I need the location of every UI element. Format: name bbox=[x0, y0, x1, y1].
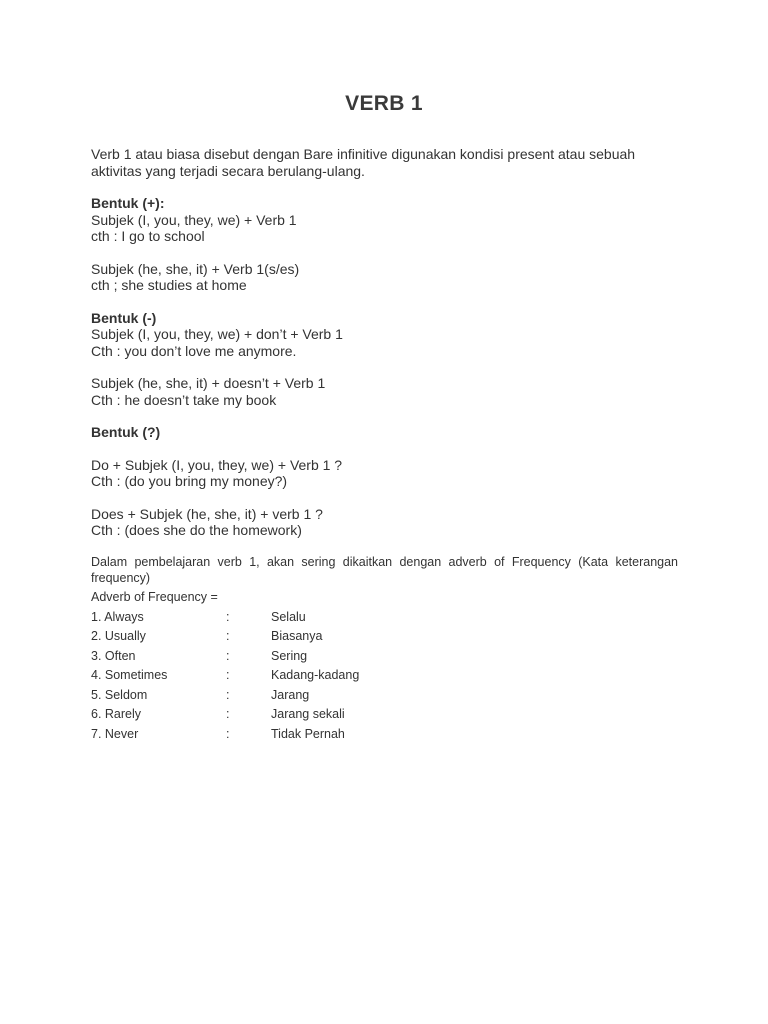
frequency-separator: : bbox=[226, 629, 230, 643]
frequency-english: 2. Usually bbox=[91, 629, 146, 643]
frequency-indonesian: Jarang bbox=[271, 687, 310, 702]
frequency-indonesian: Sering bbox=[271, 648, 308, 663]
frequency-english: 3. Often bbox=[91, 648, 136, 663]
negative-pattern-1: Subjek (I, you, they, we) + don’t + Verb 1 bbox=[91, 326, 343, 342]
frequency-indonesian: Kadang-kadang bbox=[271, 668, 360, 682]
positive-example-2: cth ; she studies at home bbox=[91, 277, 247, 293]
frequency-row bbox=[91, 649, 678, 669]
frequency-row bbox=[91, 610, 678, 630]
negative-pattern-2: Subjek (he, she, it) + doesn’t + Verb 1 bbox=[91, 375, 326, 391]
negative-example-1: Cth : you don’t love me anymore. bbox=[91, 342, 297, 359]
frequency-english: 1. Always bbox=[91, 609, 144, 624]
intro-paragraph bbox=[91, 146, 691, 179]
question-heading: Bentuk (?) bbox=[91, 424, 161, 440]
frequency-english: 5. Seldom bbox=[91, 687, 148, 702]
intro-line-1: Verb 1 atau biasa disebut dengan Bare infinitive digunakan kondisi present atau sebuah bbox=[91, 146, 636, 162]
frequency-section bbox=[91, 555, 678, 746]
frequency-indonesian: Biasanya bbox=[271, 629, 323, 643]
negative-section bbox=[91, 310, 691, 409]
frequency-separator: : bbox=[226, 668, 230, 682]
frequency-intro: Dalam pembelajaran verb 1, akan sering dikaitkan dengan adverb of Frequency (Kata keterangan frequency) bbox=[91, 555, 678, 585]
frequency-heading: Adverb of Frequency = bbox=[91, 590, 218, 604]
frequency-separator: : bbox=[226, 707, 230, 721]
frequency-indonesian: Jarang sekali bbox=[271, 707, 345, 721]
frequency-indonesian: Selalu bbox=[271, 609, 306, 624]
question-example-1: Cth : (do you bring my money?) bbox=[91, 473, 288, 489]
positive-example-1: cth : I go to school bbox=[91, 228, 205, 244]
frequency-row bbox=[91, 727, 678, 747]
question-pattern-1: Do + Subjek (I, you, they, we) + Verb 1 ? bbox=[91, 456, 343, 473]
frequency-indonesian: Tidak Pernah bbox=[271, 726, 345, 741]
intro-line-2: aktivitas yang terjadi secara berulang-ulang. bbox=[91, 162, 365, 179]
frequency-english: 7. Never bbox=[91, 726, 139, 741]
frequency-english: 4. Sometimes bbox=[91, 668, 168, 682]
frequency-separator: : bbox=[226, 648, 230, 663]
negative-example-2: Cth : he doesn’t take my book bbox=[91, 391, 277, 408]
frequency-separator: : bbox=[226, 726, 230, 741]
page-title: VERB 1 bbox=[345, 92, 423, 115]
positive-section bbox=[91, 195, 691, 294]
frequency-row bbox=[91, 668, 678, 688]
frequency-separator: : bbox=[226, 609, 230, 624]
positive-pattern-2: Subjek (he, she, it) + Verb 1(s/es) bbox=[91, 260, 300, 277]
frequency-row bbox=[91, 629, 678, 649]
frequency-row bbox=[91, 688, 678, 708]
frequency-separator: : bbox=[226, 687, 230, 702]
frequency-list bbox=[91, 610, 678, 747]
frequency-row bbox=[91, 707, 678, 727]
question-pattern-2: Does + Subjek (he, she, it) + verb 1 ? bbox=[91, 505, 323, 522]
positive-pattern-1: Subjek (I, you, they, we) + Verb 1 bbox=[91, 211, 297, 228]
question-section bbox=[91, 424, 691, 539]
negative-heading: Bentuk (-) bbox=[91, 309, 157, 326]
question-example-2: Cth : (does she do the homework) bbox=[91, 522, 302, 538]
frequency-english: 6. Rarely bbox=[91, 707, 142, 721]
positive-heading: Bentuk (+): bbox=[91, 195, 165, 211]
main-content bbox=[91, 146, 691, 539]
